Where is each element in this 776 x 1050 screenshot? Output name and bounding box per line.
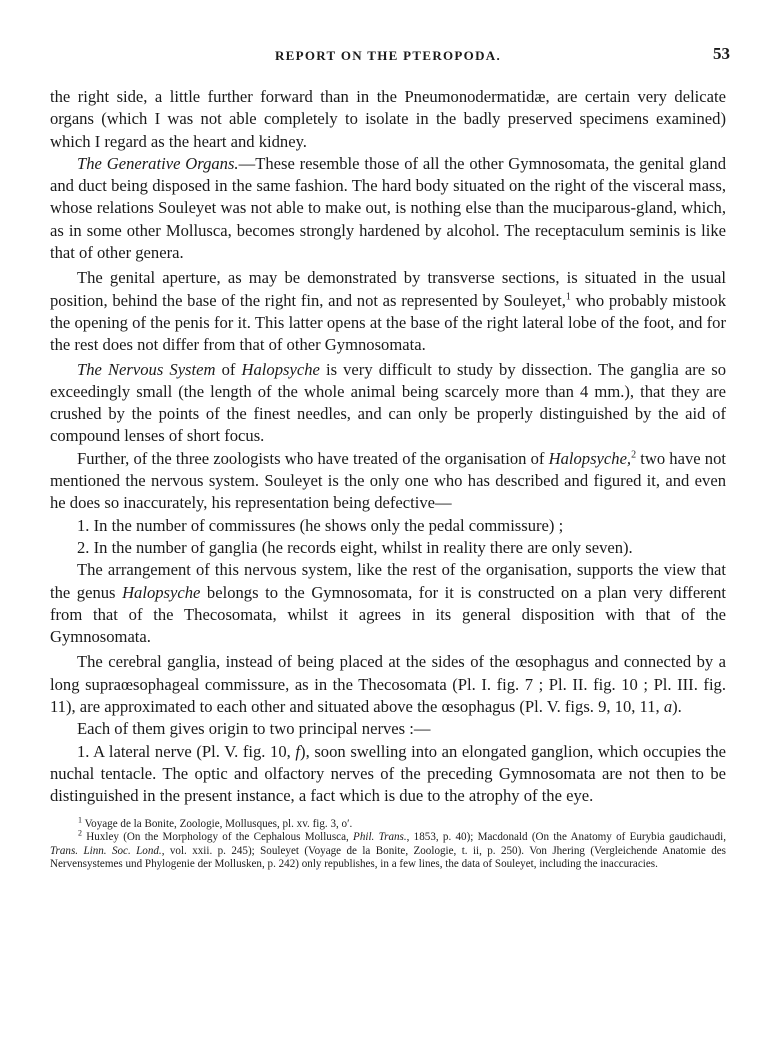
footnotes (50, 814, 726, 872)
footnote: $^2$ Huxley (On the Morphology of the Cephalous Mollusca, Phil. Trans., 1853, p. 40); Macdonald (On the Anatomy of Eurybia gaudichaudi, Trans. Linn. Soc. Lond., vol. xxii. p. 245); Souleyet (Voyage de la Bonite, Zoologie, t. ii, p. 250). Von Jhering (Vergleichende Anatomie des Nervensystemes und Phylogenie der Mollusken, p. 242) only republishes, in a few lines, the data of Souleyet, including the inaccuracies. (50, 828, 726, 870)
paragraph: Further, of the three zoologists who have treated of the organisation of Halopsyche,$^2$ two have not mentioned the nervous system. Souleyet is the only one who has described and figured it, and even he does so inaccurately, his representation being defective— (50, 448, 726, 513)
paragraph: The arrangement of this nervous system, like the rest of the organisation, supports the view that the genus Halopsyche belongs to the Gymnosomata, for it is constructed on a plan very different from that of the Thecosomata, whilst it agrees in its general disposition with that of the Gymnosomata. (50, 560, 726, 647)
genus-name: Halopsyche, (548, 448, 632, 468)
paragraph: The Nervous System of Halopsyche is very difficult to study by dissection. The ganglia are so exceedingly small (the length of the whole animal being scarcely more than 4 mm.), that they are crushed by the points of the finest needles, and can only be properly distinguished by the aid of compound lenses of short focus. (50, 359, 726, 446)
footnote-ref: 2 (631, 449, 637, 461)
paragraph: The Generative Organs.—These resemble those of all the other Gymnosomata, the genital gland and duct being disposed in the same fashion. The hard body situated on the right of the visceral mass, whose relations Souleyet was not able to make out, is nothing else than the muciparous-gland, which, as in some other Mollusca, becomes strongly hardened by alcohol. The receptaculum seminis is like that of other genera. (50, 153, 726, 263)
page-number: 53 (713, 44, 730, 63)
section-heading: The Nervous System (77, 359, 216, 379)
section-heading: The Generative Organs. (77, 153, 239, 173)
footnote: $^1$ Voyage de la Bonite, Zoologie, Mollusques, pl. xv. fig. 3, o′. (78, 814, 353, 830)
running-header (50, 0, 730, 70)
paragraph: the right side, a little further forward than in the Pneumonodermatidæ, are certain very delicate organs (which I was not able completely to isolate in the badly preserved specimens examined) which I regard as the heart and kidney. (50, 87, 726, 151)
running-title: REPORT ON THE PTEROPODA. (274, 48, 501, 63)
footnote-ref: 1 (565, 291, 571, 303)
genus-name: Halopsyche (241, 359, 320, 379)
list-item: 2. In the number of ganglia (he records eight, whilst in reality there are only seven). (77, 537, 633, 557)
paragraph: Each of them gives origin to two principal nerves :— (77, 719, 431, 739)
paragraph: The cerebral ganglia, instead of being placed at the sides of the œsophagus and connected by a long supraœsophageal commissure, as in the Thecosomata (Pl. I. fig. 7 ; Pl. II. fig. 10 ; Pl. III. fig. 11), are approximated to each other and situated above the œsophagus (Pl. V. figs. 9, 10, 11, a). (50, 652, 726, 717)
paragraph: The genital aperture, as may be demonstrated by transverse sections, is situated in the usual position, behind the base of the right fin, and not as represented by Souleyet,$^1$ who probably mistook the opening of the penis for it. This latter opens at the base of the right lateral lobe of the foot, and for the rest does not differ from that of other Gymnosomata. (50, 268, 726, 355)
page (50, 0, 730, 872)
paragraph: 1. A lateral nerve (Pl. V. fig. 10, f), soon swelling into an elongated ganglion, which occupies the nuchal tentacle. The optic and olfactory nerves of the preceding Gymnosomata are not then to be distinguished in the present instance, a fact which is due to the atrophy of the eye. (50, 741, 726, 806)
body-text (50, 86, 726, 808)
genus-name: Halopsyche (122, 582, 201, 602)
list-item: 1. In the number of commissures (he shows only the pedal commissure) ; (77, 515, 564, 535)
